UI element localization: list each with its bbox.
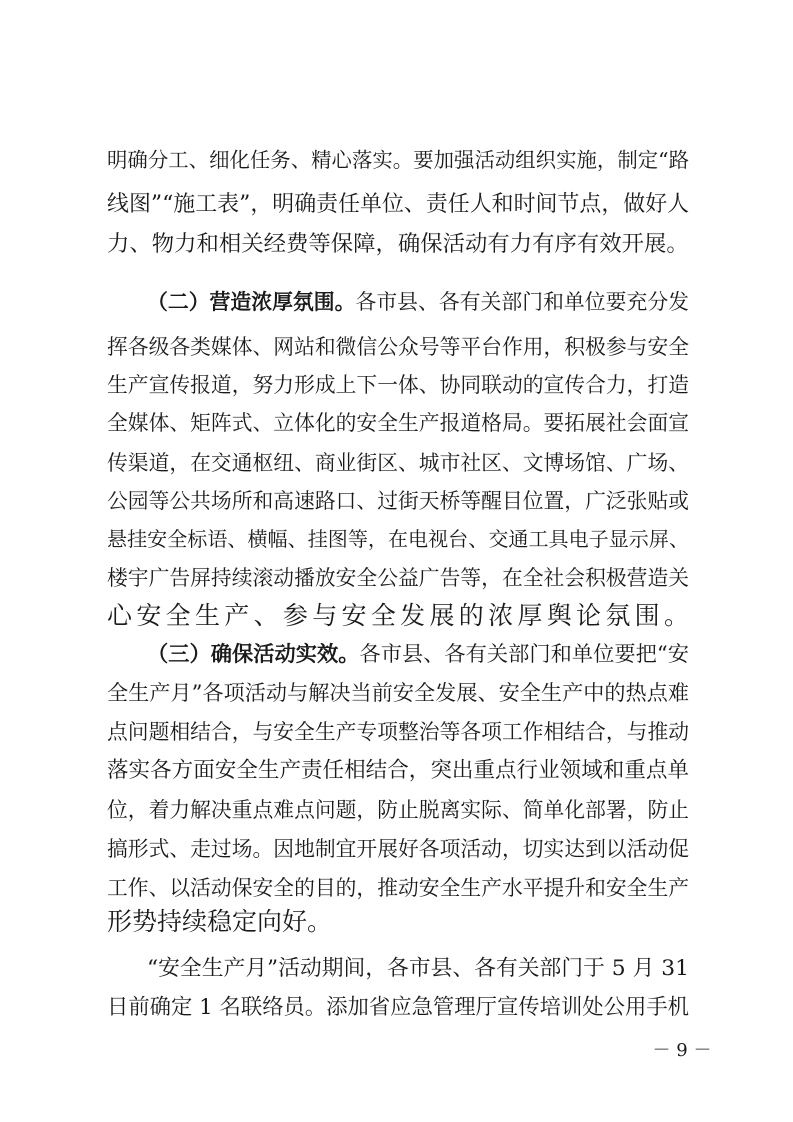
- body-text-line: 传渠道，在交通枢纽、商业街区、城市社区、文博场馆、广场、: [107, 451, 689, 475]
- body-text-line: 挥各级各类媒体、网站和微信公众号等平台作用，积极参与安全: [107, 335, 689, 359]
- body-text-line: 位，着力解决重点难点问题，防止脱离实际、简单化部署，防止: [107, 798, 689, 822]
- body-text-line: 落实各方面安全生产责任相结合，突出重点行业领域和重点单: [107, 758, 689, 783]
- body-text-line: 形势持续稳定向好。: [107, 907, 333, 936]
- section-heading: （三）确保活动实效。: [147, 642, 360, 667]
- section-heading: （二）营造浓厚氛围。: [147, 290, 356, 314]
- body-text: 各市县、各有关部门和单位要充分发: [355, 290, 689, 314]
- body-text-line: “安全生产月”活动期间，各市县、各有关部门于 5 月 31: [147, 956, 689, 981]
- body-text-line: 点问题相结合，与安全生产专项整治等各项工作相结合，与推动: [107, 720, 689, 744]
- body-text-line: 力、物力和相关经费等保障，确保活动有力有序有效开展。: [107, 231, 689, 257]
- body-text-line: 楼宇广告屏持续滚动播放安全公益广告等，在全社会积极营造关: [107, 566, 689, 590]
- body-text-line: 线图”“施工表”，明确责任单位、责任人和时间节点，做好人: [107, 192, 690, 217]
- body-text-line: 公园等公共场所和高速路口、过街天桥等醒目位置，广泛张贴或: [107, 489, 689, 513]
- section-heading-line: [147, 287, 689, 317]
- body-text-line: 搞形式、走过场。因地制宜开展好各项活动，切实达到以活动促: [107, 837, 689, 861]
- section-heading-line: [147, 640, 689, 670]
- page-number: － 9 －: [652, 1040, 712, 1061]
- body-text-line: 日前确定 1 名联络员。添加省应急管理厅宣传培训处公用手机: [107, 995, 689, 1020]
- body-text-line: 全生产月”各项活动与解决当前安全发展、安全生产中的热点难: [107, 680, 689, 705]
- body-text-line: 全媒体、矩阵式、立体化的安全生产报道格局。要拓展社会面宣: [107, 411, 689, 435]
- body-text-line: 生产宣传报道，努力形成上下一体、协同联动的宣传合力，打造: [107, 373, 689, 397]
- body-text: 各市县、各有关部门和单位要把“安: [359, 642, 689, 667]
- body-text-line: 工作、以活动保安全的目的，推动安全生产水平提升和安全生产: [107, 876, 689, 900]
- body-text-line: 心安全生产、参与安全发展的浓厚舆论氛围。: [107, 601, 689, 630]
- body-text-line: 明确分工、细化任务、精心落实。要加强活动组织实施，制定“路: [107, 148, 689, 172]
- body-text-line: 悬挂安全标语、横幅、挂图等，在电视台、交通工具电子显示屏、: [107, 527, 689, 551]
